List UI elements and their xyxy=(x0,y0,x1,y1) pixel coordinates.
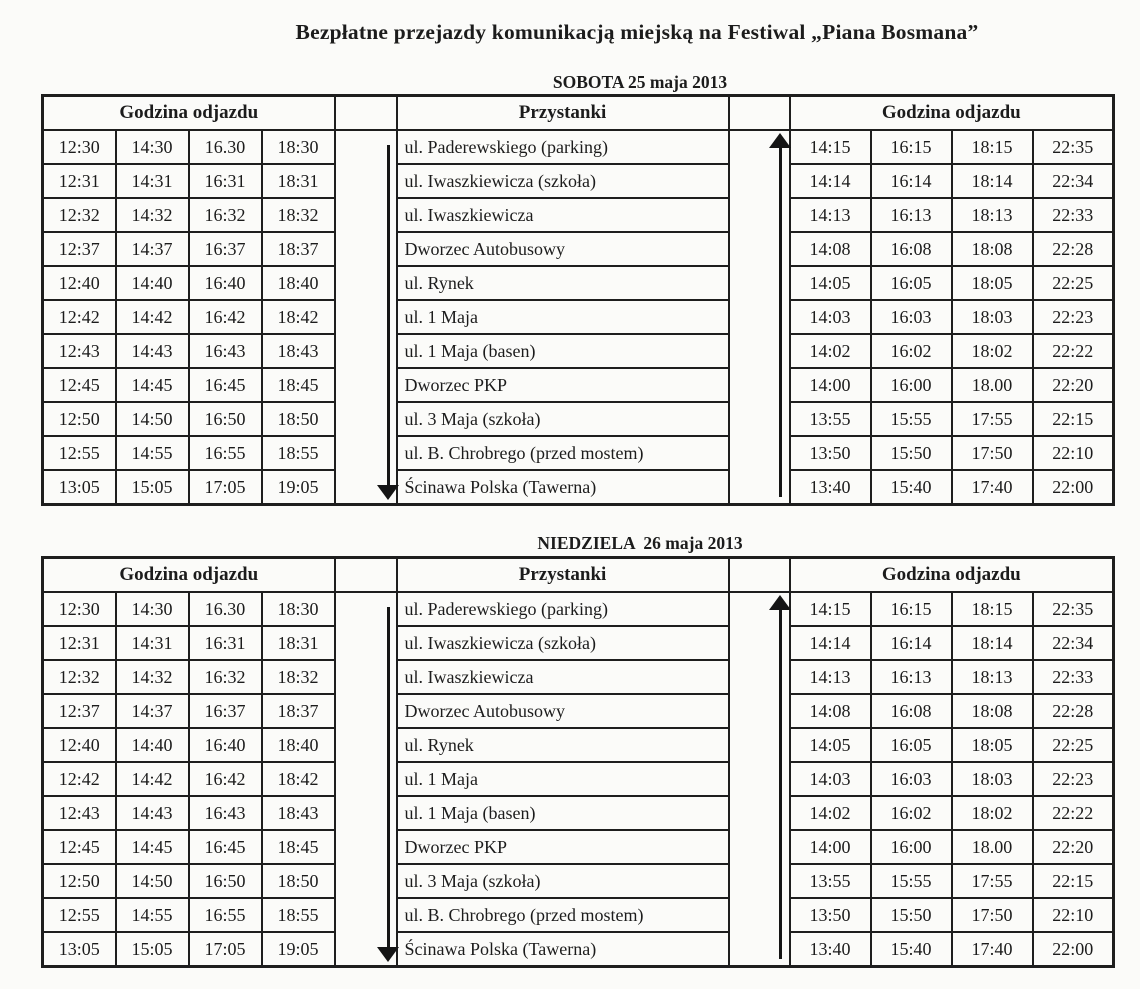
departure-time-cell: 18:50 xyxy=(262,864,335,898)
route-direction-down-arrow xyxy=(387,607,390,947)
departure-time-cell: 13:55 xyxy=(790,864,871,898)
route-column-right xyxy=(729,130,790,505)
stop-name-cell: Dworzec PKP xyxy=(397,368,729,402)
departure-time-cell: 13:40 xyxy=(790,470,871,505)
departure-time-cell: 12:55 xyxy=(43,436,116,470)
departure-time-cell: 22:25 xyxy=(1033,266,1114,300)
timetable-row xyxy=(43,130,1114,164)
departure-time-cell: 16:37 xyxy=(189,694,262,728)
departure-time-cell: 12:32 xyxy=(43,198,116,232)
stop-name-cell: Ścinawa Polska (Tawerna) xyxy=(397,470,729,505)
departure-time-cell: 15:05 xyxy=(116,932,189,967)
header-gap-left xyxy=(335,96,397,131)
departure-time-cell: 16:05 xyxy=(871,728,952,762)
departure-time-cell: 14:32 xyxy=(116,660,189,694)
stop-name-cell: ul. B. Chrobrego (przed mostem) xyxy=(397,898,729,932)
departure-time-cell: 12:32 xyxy=(43,660,116,694)
header-stops: Przystanki xyxy=(397,558,729,593)
departure-time-cell: 16:40 xyxy=(189,728,262,762)
departure-time-cell: 22:15 xyxy=(1033,402,1114,436)
departure-time-cell: 12:45 xyxy=(43,368,116,402)
departure-time-cell: 14:13 xyxy=(790,660,871,694)
departure-time-cell: 14:40 xyxy=(116,266,189,300)
timetable-row xyxy=(43,762,1114,796)
departure-time-cell: 18:42 xyxy=(262,762,335,796)
departure-time-cell: 16:31 xyxy=(189,626,262,660)
departure-time-cell: 18:32 xyxy=(262,198,335,232)
departure-time-cell: 15:05 xyxy=(116,470,189,505)
departure-time-cell: 22:15 xyxy=(1033,864,1114,898)
departure-time-cell: 14:40 xyxy=(116,728,189,762)
departure-time-cell: 22:34 xyxy=(1033,626,1114,660)
departure-time-cell: 13:50 xyxy=(790,898,871,932)
stop-name-cell: ul. Iwaszkiewicza (szkoła) xyxy=(397,626,729,660)
departure-time-cell: 16:55 xyxy=(189,436,262,470)
departure-time-cell: 18:30 xyxy=(262,592,335,626)
departure-time-cell: 18:15 xyxy=(952,592,1033,626)
departure-time-cell: 22:22 xyxy=(1033,334,1114,368)
departure-time-cell: 16:45 xyxy=(189,368,262,402)
departure-time-cell: 18:55 xyxy=(262,436,335,470)
departure-time-cell: 14:37 xyxy=(116,694,189,728)
stop-name-cell: Dworzec Autobusowy xyxy=(397,232,729,266)
departure-time-cell: 16:31 xyxy=(189,164,262,198)
departure-time-cell: 18:03 xyxy=(952,762,1033,796)
timetable-row xyxy=(43,626,1114,660)
departure-time-cell: 16:40 xyxy=(189,266,262,300)
departure-time-cell: 17:05 xyxy=(189,932,262,967)
departure-time-cell: 14:02 xyxy=(790,796,871,830)
saturday-subtitle: SOBOTA 25 maja 2013 xyxy=(552,72,728,92)
timetable-row xyxy=(43,728,1114,762)
timetable-header-row xyxy=(43,558,1114,593)
departure-time-cell: 16:43 xyxy=(189,796,262,830)
departure-time-cell: 22:28 xyxy=(1033,232,1114,266)
departure-time-cell: 22:25 xyxy=(1033,728,1114,762)
departure-time-cell: 22:20 xyxy=(1033,368,1114,402)
departure-time-cell: 22:23 xyxy=(1033,762,1114,796)
departure-time-cell: 14:08 xyxy=(790,232,871,266)
departure-time-cell: 14:13 xyxy=(790,198,871,232)
departure-time-cell: 15:40 xyxy=(871,470,952,505)
departure-time-cell: 16:13 xyxy=(871,660,952,694)
departure-time-cell: 14:55 xyxy=(116,898,189,932)
departure-time-cell: 19:05 xyxy=(262,470,335,505)
departure-time-cell: 18:02 xyxy=(952,334,1033,368)
departure-time-cell: 22:00 xyxy=(1033,932,1114,967)
departure-time-cell: 14:05 xyxy=(790,266,871,300)
departure-time-cell: 22:20 xyxy=(1033,830,1114,864)
route-column-left xyxy=(335,130,397,505)
departure-time-cell: 18:32 xyxy=(262,660,335,694)
departure-time-cell: 12:55 xyxy=(43,898,116,932)
departure-time-cell: 18:50 xyxy=(262,402,335,436)
header-departure-left: Godzina odjazdu xyxy=(43,558,335,593)
sunday-subtitle: NIEDZIELA 26 maja 2013 xyxy=(537,533,743,553)
departure-time-cell: 22:35 xyxy=(1033,592,1114,626)
departure-time-cell: 13:50 xyxy=(790,436,871,470)
departure-time-cell: 16:45 xyxy=(189,830,262,864)
timetable-row xyxy=(43,830,1114,864)
departure-time-cell: 12:37 xyxy=(43,232,116,266)
stop-name-cell: ul. B. Chrobrego (przed mostem) xyxy=(397,436,729,470)
header-departure-left: Godzina odjazdu xyxy=(43,96,335,131)
departure-time-cell: 16:00 xyxy=(871,830,952,864)
departure-time-cell: 13:05 xyxy=(43,470,116,505)
departure-time-cell: 14:50 xyxy=(116,402,189,436)
departure-time-cell: 15:40 xyxy=(871,932,952,967)
departure-time-cell: 16:08 xyxy=(871,232,952,266)
departure-time-cell: 15:55 xyxy=(871,864,952,898)
departure-time-cell: 12:45 xyxy=(43,830,116,864)
departure-time-cell: 14:02 xyxy=(790,334,871,368)
departure-time-cell: 16:15 xyxy=(871,130,952,164)
departure-time-cell: 12:42 xyxy=(43,762,116,796)
header-departure-right: Godzina odjazdu xyxy=(790,96,1114,131)
header-gap-right xyxy=(729,558,790,593)
stop-name-cell: ul. Iwaszkiewicza xyxy=(397,198,729,232)
departure-time-cell: 14:42 xyxy=(116,300,189,334)
departure-time-cell: 16:50 xyxy=(189,402,262,436)
stop-name-cell: ul. 1 Maja (basen) xyxy=(397,334,729,368)
departure-time-cell: 22:35 xyxy=(1033,130,1114,164)
departure-time-cell: 17:55 xyxy=(952,402,1033,436)
header-gap-right xyxy=(729,96,790,131)
departure-time-cell: 16:03 xyxy=(871,300,952,334)
stop-name-cell: ul. Iwaszkiewicza xyxy=(397,660,729,694)
departure-time-cell: 16:14 xyxy=(871,626,952,660)
stop-name-cell: ul. 1 Maja xyxy=(397,300,729,334)
departure-time-cell: 13:05 xyxy=(43,932,116,967)
departure-time-cell: 16:02 xyxy=(871,334,952,368)
departure-time-cell: 16:42 xyxy=(189,762,262,796)
timetable-row xyxy=(43,796,1114,830)
departure-time-cell: 14:30 xyxy=(116,592,189,626)
departure-time-cell: 17:05 xyxy=(189,470,262,505)
departure-time-cell: 18:14 xyxy=(952,164,1033,198)
departure-time-cell: 16:55 xyxy=(189,898,262,932)
departure-time-cell: 18:31 xyxy=(262,626,335,660)
timetable-row xyxy=(43,232,1114,266)
departure-time-cell: 16:00 xyxy=(871,368,952,402)
departure-time-cell: 22:23 xyxy=(1033,300,1114,334)
departure-time-cell: 18:55 xyxy=(262,898,335,932)
timetable-row xyxy=(43,334,1114,368)
departure-time-cell: 18:43 xyxy=(262,334,335,368)
stop-name-cell: Dworzec PKP xyxy=(397,830,729,864)
departure-time-cell: 14:50 xyxy=(116,864,189,898)
departure-time-cell: 16.30 xyxy=(189,130,262,164)
departure-time-cell: 14:43 xyxy=(116,796,189,830)
departure-time-cell: 14:00 xyxy=(790,830,871,864)
departure-time-cell: 18:15 xyxy=(952,130,1033,164)
stop-name-cell: Dworzec Autobusowy xyxy=(397,694,729,728)
departure-time-cell: 14:31 xyxy=(116,164,189,198)
departure-time-cell: 16:02 xyxy=(871,796,952,830)
departure-time-cell: 18:43 xyxy=(262,796,335,830)
timetable-row xyxy=(43,368,1114,402)
route-column-left xyxy=(335,592,397,967)
header-gap-left xyxy=(335,558,397,593)
departure-time-cell: 22:33 xyxy=(1033,198,1114,232)
departure-time-cell: 12:50 xyxy=(43,402,116,436)
departure-time-cell: 14:45 xyxy=(116,830,189,864)
departure-time-cell: 14:31 xyxy=(116,626,189,660)
route-direction-down-arrow xyxy=(387,145,390,485)
timetable-row xyxy=(43,694,1114,728)
departure-time-cell: 12:43 xyxy=(43,334,116,368)
sunday-timetable xyxy=(41,556,1115,968)
timetable-row xyxy=(43,164,1114,198)
timetable-row xyxy=(43,402,1114,436)
departure-time-cell: 14:37 xyxy=(116,232,189,266)
departure-time-cell: 14:03 xyxy=(790,300,871,334)
saturday-timetable xyxy=(41,94,1115,506)
departure-time-cell: 12:42 xyxy=(43,300,116,334)
departure-time-cell: 16:32 xyxy=(189,660,262,694)
stop-name-cell: ul. Paderewskiego (parking) xyxy=(397,592,729,626)
departure-time-cell: 14:43 xyxy=(116,334,189,368)
departure-time-cell: 18:31 xyxy=(262,164,335,198)
timetable-row xyxy=(43,436,1114,470)
departure-time-cell: 12:40 xyxy=(43,728,116,762)
timetable-row xyxy=(43,898,1114,932)
departure-time-cell: 16:42 xyxy=(189,300,262,334)
departure-time-cell: 18:13 xyxy=(952,198,1033,232)
header-stops: Przystanki xyxy=(397,96,729,131)
timetable-row xyxy=(43,266,1114,300)
timetable-row xyxy=(43,932,1114,967)
departure-time-cell: 18:45 xyxy=(262,368,335,402)
departure-time-cell: 18:08 xyxy=(952,232,1033,266)
timetable-row xyxy=(43,592,1114,626)
stop-name-cell: ul. 3 Maja (szkoła) xyxy=(397,864,729,898)
stop-name-cell: Ścinawa Polska (Tawerna) xyxy=(397,932,729,967)
departure-time-cell: 19:05 xyxy=(262,932,335,967)
departure-time-cell: 16:13 xyxy=(871,198,952,232)
departure-time-cell: 16.30 xyxy=(189,592,262,626)
departure-time-cell: 22:10 xyxy=(1033,436,1114,470)
stop-name-cell: ul. 3 Maja (szkoła) xyxy=(397,402,729,436)
stop-name-cell: ul. Rynek xyxy=(397,266,729,300)
departure-time-cell: 22:00 xyxy=(1033,470,1114,505)
departure-time-cell: 18:37 xyxy=(262,232,335,266)
timetable-row xyxy=(43,660,1114,694)
departure-time-cell: 18:02 xyxy=(952,796,1033,830)
timetable-row xyxy=(43,198,1114,232)
departure-time-cell: 18:05 xyxy=(952,728,1033,762)
departure-time-cell: 12:31 xyxy=(43,164,116,198)
departure-time-cell: 16:43 xyxy=(189,334,262,368)
departure-time-cell: 18:13 xyxy=(952,660,1033,694)
departure-time-cell: 12:30 xyxy=(43,130,116,164)
departure-time-cell: 17:50 xyxy=(952,436,1033,470)
departure-time-cell: 18:05 xyxy=(952,266,1033,300)
timetable-row xyxy=(43,470,1114,505)
departure-time-cell: 22:22 xyxy=(1033,796,1114,830)
departure-time-cell: 18:45 xyxy=(262,830,335,864)
route-column-right xyxy=(729,592,790,967)
header-departure-right: Godzina odjazdu xyxy=(790,558,1114,593)
departure-time-cell: 22:33 xyxy=(1033,660,1114,694)
departure-time-cell: 14:03 xyxy=(790,762,871,796)
departure-time-cell: 14:15 xyxy=(790,592,871,626)
stop-name-cell: ul. 1 Maja xyxy=(397,762,729,796)
timetable-row xyxy=(43,864,1114,898)
departure-time-cell: 18:42 xyxy=(262,300,335,334)
departure-time-cell: 22:34 xyxy=(1033,164,1114,198)
departure-time-cell: 13:40 xyxy=(790,932,871,967)
stop-name-cell: ul. Rynek xyxy=(397,728,729,762)
departure-time-cell: 18:08 xyxy=(952,694,1033,728)
stop-name-cell: ul. Iwaszkiewicza (szkoła) xyxy=(397,164,729,198)
departure-time-cell: 14:45 xyxy=(116,368,189,402)
departure-time-cell: 16:14 xyxy=(871,164,952,198)
route-direction-up-arrow xyxy=(779,148,782,497)
departure-time-cell: 12:30 xyxy=(43,592,116,626)
departure-time-cell: 22:28 xyxy=(1033,694,1114,728)
stop-name-cell: ul. 1 Maja (basen) xyxy=(397,796,729,830)
departure-time-cell: 17:40 xyxy=(952,470,1033,505)
departure-time-cell: 16:05 xyxy=(871,266,952,300)
departure-time-cell: 14:14 xyxy=(790,626,871,660)
departure-time-cell: 12:50 xyxy=(43,864,116,898)
departure-time-cell: 18:30 xyxy=(262,130,335,164)
departure-time-cell: 15:50 xyxy=(871,898,952,932)
departure-time-cell: 17:50 xyxy=(952,898,1033,932)
departure-time-cell: 12:31 xyxy=(43,626,116,660)
departure-time-cell: 16:15 xyxy=(871,592,952,626)
departure-time-cell: 16:50 xyxy=(189,864,262,898)
departure-time-cell: 16:37 xyxy=(189,232,262,266)
departure-time-cell: 14:30 xyxy=(116,130,189,164)
departure-time-cell: 12:40 xyxy=(43,266,116,300)
departure-time-cell: 16:32 xyxy=(189,198,262,232)
departure-time-cell: 14:08 xyxy=(790,694,871,728)
route-direction-up-arrow xyxy=(779,610,782,959)
departure-time-cell: 14:05 xyxy=(790,728,871,762)
departure-time-cell: 18.00 xyxy=(952,830,1033,864)
departure-time-cell: 17:55 xyxy=(952,864,1033,898)
departure-time-cell: 14:32 xyxy=(116,198,189,232)
departure-time-cell: 18:37 xyxy=(262,694,335,728)
departure-time-cell: 12:37 xyxy=(43,694,116,728)
departure-time-cell: 14:15 xyxy=(790,130,871,164)
departure-time-cell: 15:55 xyxy=(871,402,952,436)
departure-time-cell: 12:43 xyxy=(43,796,116,830)
departure-time-cell: 14:42 xyxy=(116,762,189,796)
departure-time-cell: 16:08 xyxy=(871,694,952,728)
departure-time-cell: 14:55 xyxy=(116,436,189,470)
departure-time-cell: 15:50 xyxy=(871,436,952,470)
page-title: Bezpłatne przejazdy komunikacją miejską na Festiwal „Piana Bosmana” xyxy=(295,20,979,44)
departure-time-cell: 18.00 xyxy=(952,368,1033,402)
departure-time-cell: 18:40 xyxy=(262,266,335,300)
departure-time-cell: 18:14 xyxy=(952,626,1033,660)
timetable-row xyxy=(43,300,1114,334)
departure-time-cell: 16:03 xyxy=(871,762,952,796)
departure-time-cell: 22:10 xyxy=(1033,898,1114,932)
stop-name-cell: ul. Paderewskiego (parking) xyxy=(397,130,729,164)
departure-time-cell: 14:00 xyxy=(790,368,871,402)
departure-time-cell: 13:55 xyxy=(790,402,871,436)
timetable-header-row xyxy=(43,96,1114,131)
departure-time-cell: 17:40 xyxy=(952,932,1033,967)
departure-time-cell: 14:14 xyxy=(790,164,871,198)
departure-time-cell: 18:40 xyxy=(262,728,335,762)
departure-time-cell: 18:03 xyxy=(952,300,1033,334)
